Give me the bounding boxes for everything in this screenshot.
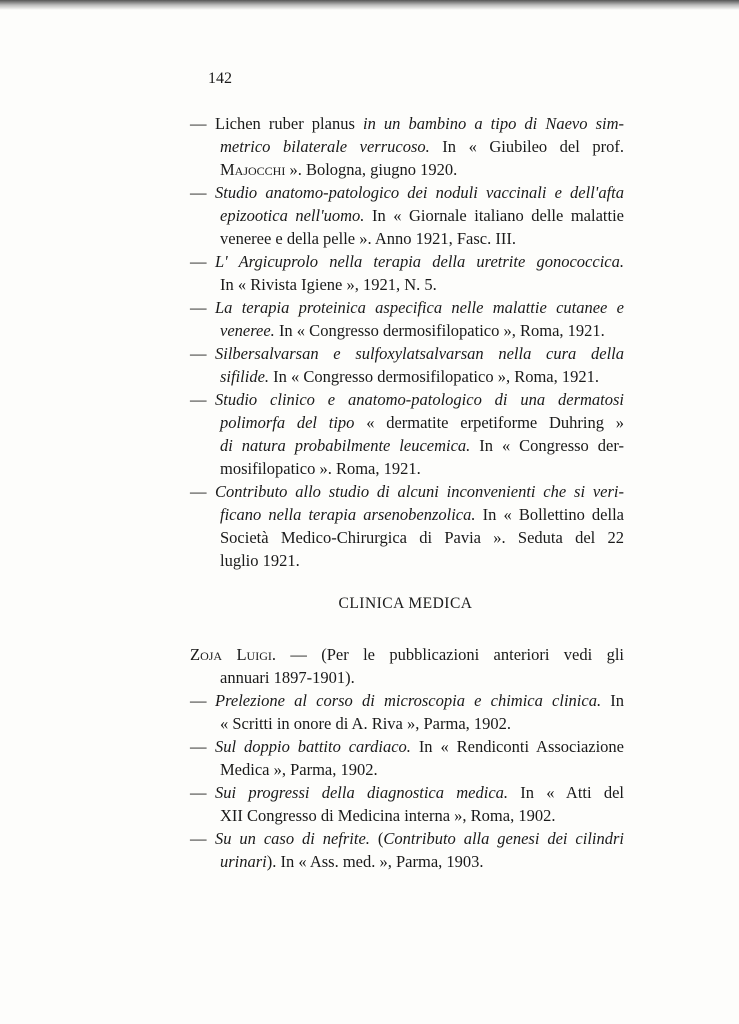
- entry-line: [220, 804, 555, 827]
- entry-line: [215, 250, 624, 273]
- entry-line: [220, 712, 511, 735]
- entry-line: [215, 342, 624, 365]
- citation-text: « dermatite erpetiforme Duhring »: [354, 413, 624, 432]
- page-number: 142: [208, 70, 232, 87]
- citation-text: In « Congresso der-: [470, 436, 624, 455]
- entry-line: [215, 181, 624, 204]
- citation-text: Majocchi: [220, 160, 286, 179]
- citation-text: Società Medico-Chirurgica di Pavia ». Seduta del 22: [220, 528, 624, 547]
- title-text: La terapia proteinica aspecifica nelle malattie cutanee e: [215, 298, 624, 317]
- citation-text: In « Atti del: [508, 783, 624, 802]
- section-heading: [0, 595, 739, 613]
- entry-line: [220, 158, 457, 181]
- entry-line: [215, 781, 624, 804]
- entry-line: [220, 365, 599, 388]
- citation-text: In « Congresso dermosifilopatico », Roma, 1921.: [274, 321, 605, 340]
- citation-text: Lichen ruber planus: [215, 114, 363, 133]
- citation-text: Medica », Parma, 1902.: [220, 760, 378, 779]
- title-text: polimorfa del tipo: [220, 413, 355, 432]
- entry-line: [215, 112, 624, 135]
- title-text: Contributo alla genesi dei cilindri: [383, 829, 625, 848]
- entry-dash: —: [190, 783, 207, 802]
- entry-line: [215, 388, 624, 411]
- title-text: Sul doppio battito cardiaco.: [215, 737, 411, 756]
- entry-line: [220, 503, 624, 526]
- title-text: epizootica nell'uomo.: [220, 206, 365, 225]
- citation-text: In « Rendiconti Associazione: [410, 737, 624, 756]
- entry-line: [215, 689, 624, 712]
- title-text: metrico bilaterale verrucoso.: [220, 137, 430, 156]
- entry-line: [220, 273, 437, 296]
- citation-text: luglio 1921.: [220, 551, 300, 570]
- citation-text: (: [369, 829, 384, 848]
- entry-dash: —: [190, 114, 207, 133]
- citation-text: ». Bologna, giugno 1920.: [285, 160, 458, 179]
- entry-dash: —: [190, 252, 207, 271]
- citation-text: annuari 1897-1901).: [220, 668, 355, 687]
- citation-text: In « Bollettino della: [475, 505, 624, 524]
- entry-line: [220, 758, 378, 781]
- citation-text: In: [601, 691, 625, 710]
- title-text: Studio clinico e anatomo-patologico di una dermatosi: [215, 390, 624, 409]
- entry-line: [220, 204, 624, 227]
- title-text: Su un caso di nefrite.: [215, 829, 370, 848]
- citation-text: In « Giubileo del prof.: [429, 137, 624, 156]
- title-text: di natura probabilmente leucemica.: [220, 436, 471, 455]
- entry-line: [220, 227, 516, 250]
- entry-dash: —: [190, 737, 207, 756]
- entry-line: [220, 457, 421, 480]
- entry-dash: —: [190, 298, 207, 317]
- entry-dash: —: [190, 344, 207, 363]
- citation-text: In « Giornale italiano delle malattie: [364, 206, 624, 225]
- title-text: urinari: [220, 852, 267, 871]
- title-text: Sui progressi della diagnostica medica.: [215, 783, 509, 802]
- title-text: Silbersalvarsan e sulfoxylatsalvarsan nella cura della: [215, 344, 624, 363]
- title-text: L' Argicuprolo nella terapia della uretrite gonococcica.: [215, 252, 624, 271]
- title-text: in un bambino a tipo di Naevo sim-: [362, 114, 625, 133]
- entry-line: [220, 319, 605, 342]
- citation-text: veneree e della pelle ». Anno 1921, Fasc. III.: [220, 229, 516, 248]
- entry-line: [220, 666, 355, 689]
- scan-edge: [0, 0, 739, 10]
- citation-text: Zoja Luigi.: [190, 645, 276, 664]
- title-text: ficano nella terapia arsenobenzolica.: [220, 505, 476, 524]
- title-text: sifilide.: [220, 367, 270, 386]
- citation-text: « Scritti in onore di A. Riva », Parma, 1902.: [220, 714, 512, 733]
- entry-dash: —: [190, 829, 207, 848]
- citation-text: mosifilopatico ». Roma, 1921.: [220, 459, 421, 478]
- title-text: veneree.: [220, 321, 275, 340]
- entry-line: [215, 480, 624, 503]
- entry-dash: —: [190, 691, 207, 710]
- entry-line: [215, 296, 624, 319]
- entry-dash: —: [190, 482, 207, 501]
- entry-line: [220, 135, 624, 158]
- title-text: Studio anatomo-patologico dei noduli vaccinali e dell'afta: [215, 183, 624, 202]
- section-heading-text: CLINICA MEDICA: [338, 595, 473, 612]
- entry-line: [220, 526, 624, 549]
- title-text: Contributo allo studio di alcuni inconvenienti che si veri-: [215, 482, 624, 501]
- entry-line: [220, 549, 300, 572]
- title-text: Prelezione al corso di microscopia e chimica clinica.: [215, 691, 602, 710]
- citation-text: In « Rivista Igiene », 1921, N. 5.: [220, 275, 437, 294]
- citation-text: ). In « Ass. med. », Parma, 1903.: [266, 852, 484, 871]
- entry-dash: —: [190, 390, 207, 409]
- entry-line: [220, 411, 624, 434]
- entry-line: [215, 735, 624, 758]
- entry-line: [215, 827, 624, 850]
- entry-dash: —: [190, 183, 207, 202]
- citation-text: — (Per le pubblicazioni anteriori vedi gli: [275, 645, 625, 664]
- entry-line: [190, 643, 624, 666]
- citation-text: In « Congresso dermosifilopatico », Roma, 1921.: [269, 367, 600, 386]
- entry-line: [220, 850, 484, 873]
- entry-line: [220, 434, 624, 457]
- citation-text: XII Congresso di Medicina interna », Roma, 1902.: [220, 806, 556, 825]
